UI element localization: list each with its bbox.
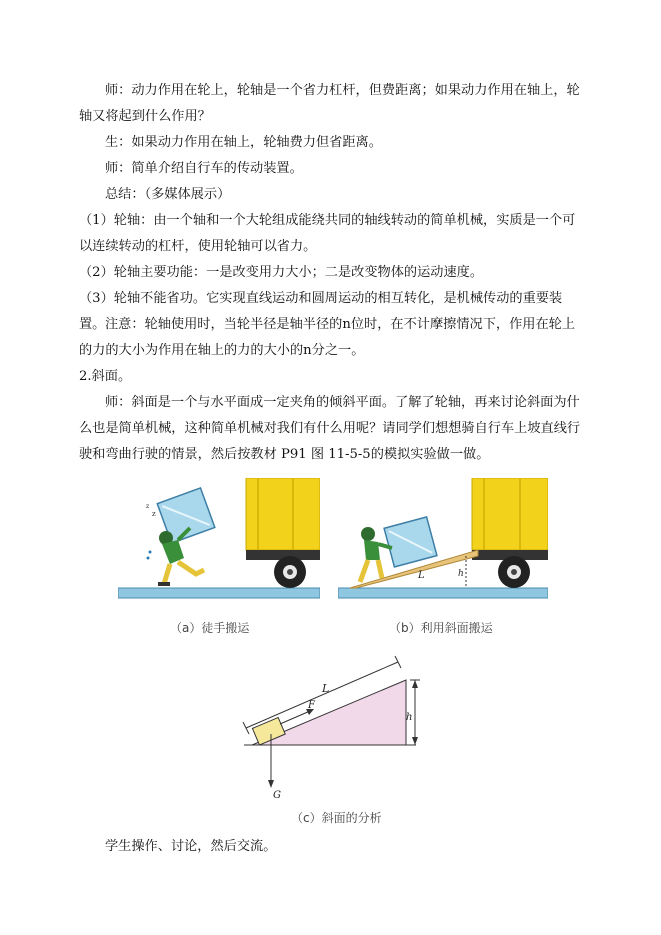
label-h-c: h [406,712,413,723]
caption-figure-c: （c）斜面的分析 [291,811,382,825]
caption-figure-b: （b）利用斜面搬运 [389,621,493,635]
paragraph-teacher-bicycle: 师：简单介绍自行车的传动装置。 [105,161,303,176]
paragraph-summary-heading: 总结：（多媒体展示） [105,187,231,202]
label-L-b: L [418,570,425,581]
list-item-2: （2）轮轴主要功能：一是改变用力大小；二是改变物体的运动速度。 [79,265,484,280]
figure-b-carry-with-incline [338,478,548,604]
label-h-b: h [458,569,464,579]
figure-a-illustration [118,478,320,604]
svg-text:z: z [152,510,156,518]
paragraph-teacher-incline: 师：斜面是一个与水平面成一定夹角的倾斜平面。了解了轮轴，再来讨论斜面为什么也是简单机械，这种简单机械对我们有什么用呢？请同学们想想骑自行车上坡直线行驶和弯曲行驶的情景，然后按教材 P91 图 11-5-5的模拟实验做一做。 [79,395,581,462]
paragraph-note: 注意：轮轴使用时，当轮半径是轴半径的n位时，在不计摩擦情况下，作用在轮上的力的大小为作用在轴上的力的大小的n分之一。 [79,317,576,358]
figure-b-illustration [338,478,548,604]
label-G-c: G [273,790,281,800]
paragraph-student-activity: 学生操作、讨论，然后交流。 [105,839,277,854]
ground-strip-b [338,588,548,598]
figure-c-incline-analysis [240,648,426,800]
label-F-c: F [308,700,315,711]
list-item-1: （1）轮轴：由一个轴和一个大轮组成能绕共同的轴线转动的简单机械，实质是一个可以连续转动的杠杆，使用轮轴可以省力。 [79,213,576,254]
list-item-3: （3）轮轴不能省功。它实现直线运动和圆周运动的相互转化，是机械传动的重要装置。 [79,291,563,332]
box-b [384,517,437,567]
label-L-c: L [322,682,330,695]
figure-c-diagram [240,648,426,800]
caption-figure-a: （a）徒手搬运 [170,621,250,635]
paragraph-teacher-question: 师：动力作用在轮上，轮轴是一个省力杠杆，但费距离；如果动力作用在轴上，轮轴又将起到什么作用？ [79,83,580,124]
paragraph-student-answer: 生：如果动力作用在轴上，轮轴费力但省距离。 [105,135,382,150]
section-heading-incline: 2.斜面。 [79,369,132,384]
figure-a-carry-by-hand [118,478,320,604]
ground-strip-a [118,588,320,598]
svg-text:z: z [146,503,150,510]
